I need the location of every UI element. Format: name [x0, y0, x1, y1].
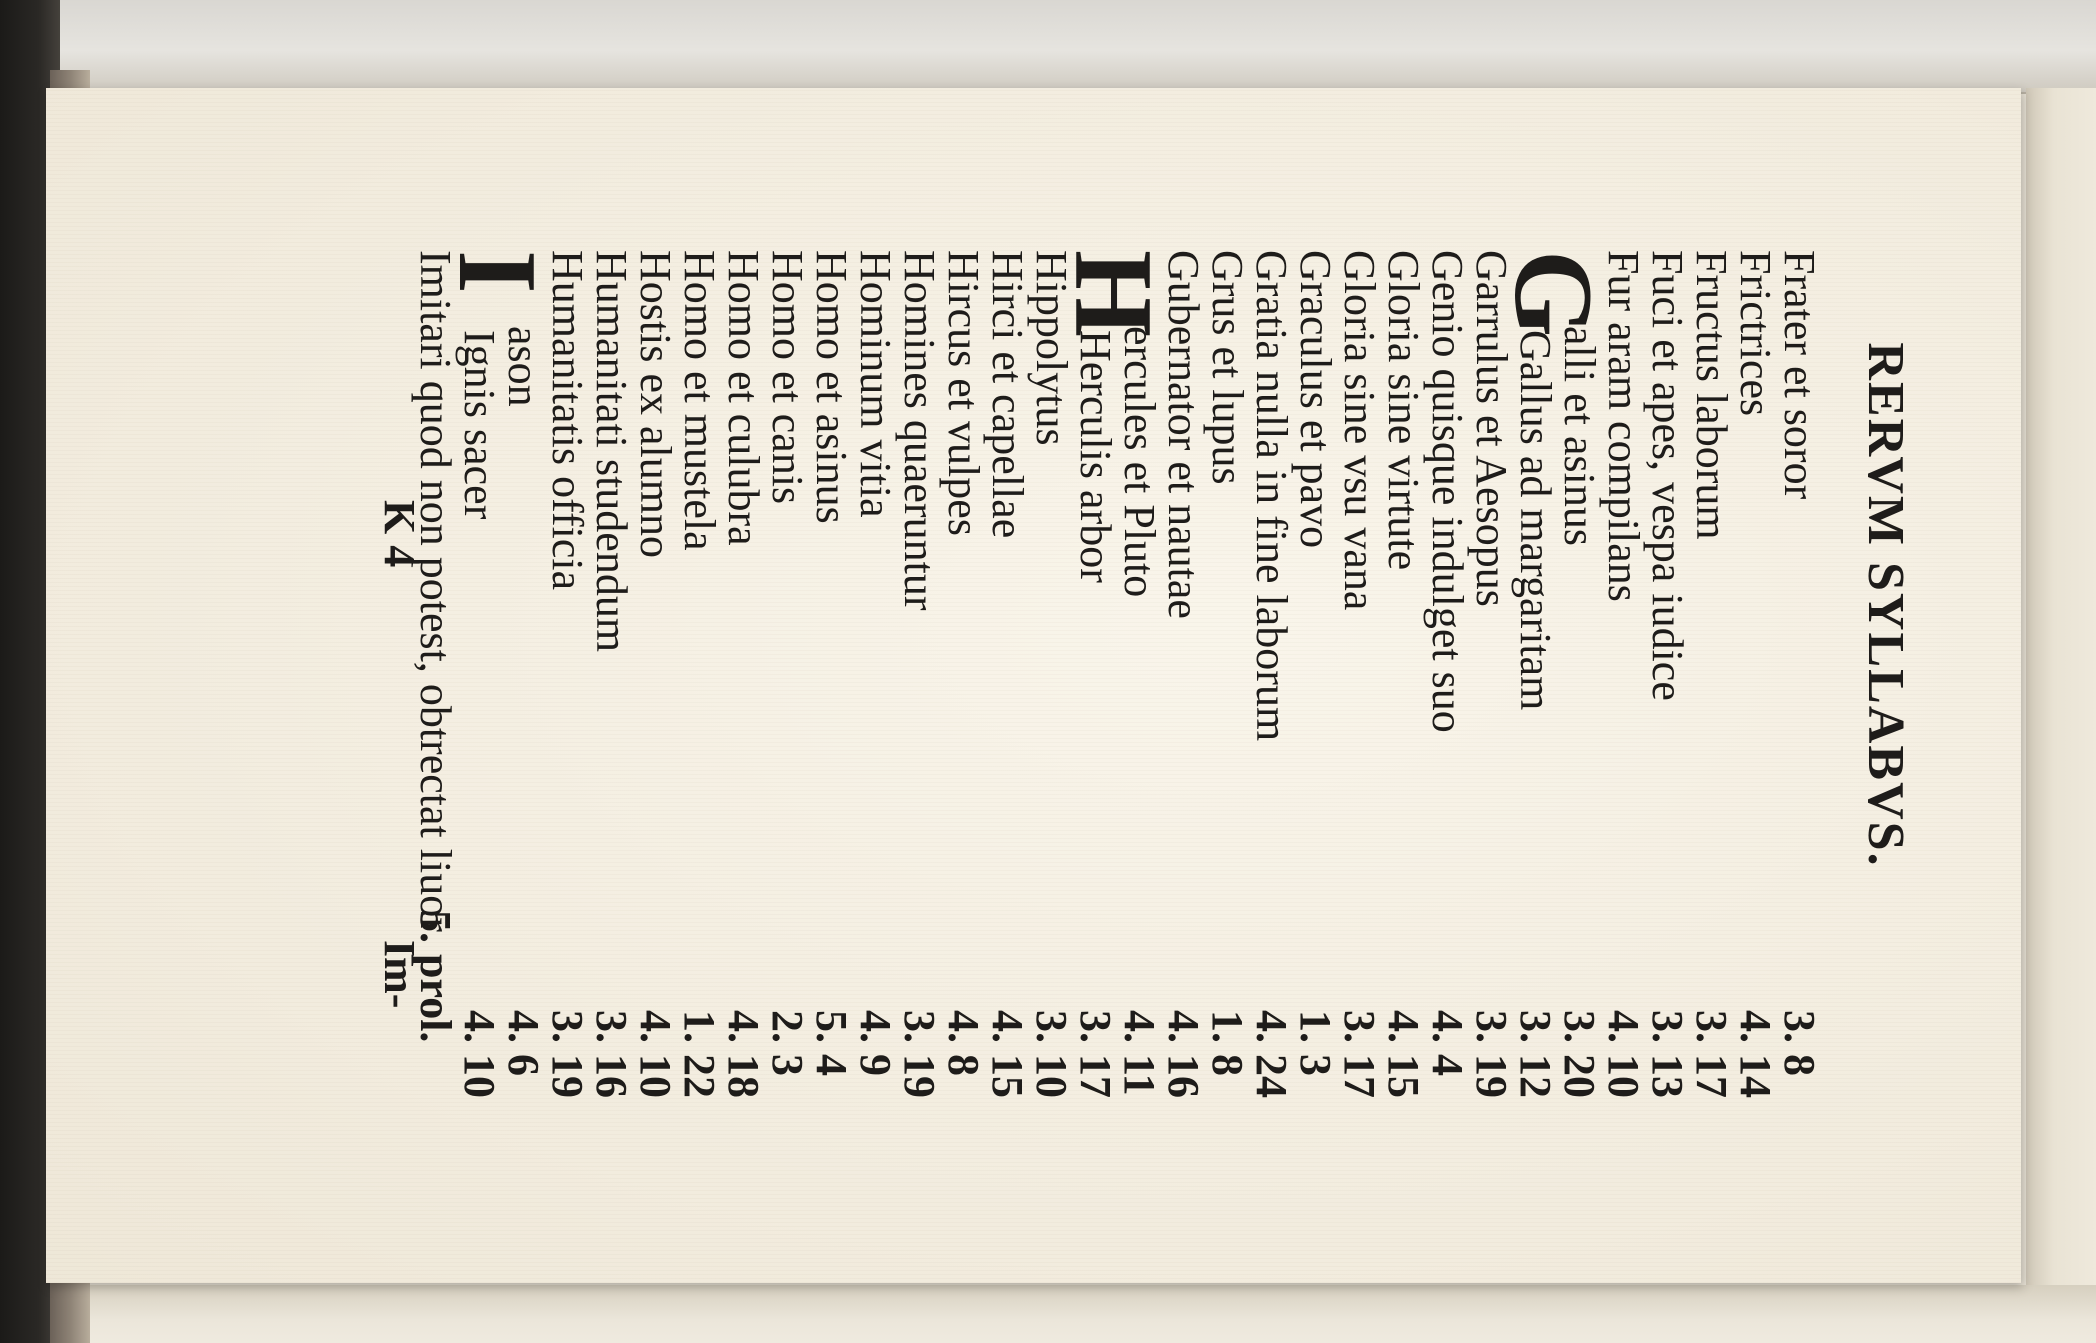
index-entry — [763, 250, 812, 1200]
drop-capital: I — [435, 250, 559, 294]
entry-reference: 4. 15 — [1379, 1010, 1428, 1098]
drop-capital: G — [1491, 250, 1615, 338]
entry-title: alli et asinus — [1555, 326, 1604, 546]
entry-reference: 4. 4 — [1423, 1010, 1472, 1076]
entry-title: Gallus ad margaritam — [1511, 330, 1560, 711]
index-entry — [983, 250, 1032, 1200]
index-entry — [675, 250, 724, 1200]
entry-reference: 4. 16 — [1159, 1010, 1208, 1098]
entry-reference: 4. 10 — [631, 1010, 680, 1098]
entry-title: Gratia nulla in fine laborum — [1247, 250, 1296, 742]
entry-title: Gubernator et nautae — [1159, 250, 1208, 619]
entry-reference: 3. 8 — [1775, 1010, 1824, 1076]
entry-title: ason — [499, 326, 548, 407]
index-entry — [807, 250, 856, 1200]
index-entry — [939, 250, 988, 1200]
entry-title: Humanitatis officia — [543, 250, 592, 591]
index-entry — [543, 250, 592, 1200]
index-entry — [851, 250, 900, 1200]
index-entry — [719, 250, 768, 1200]
entry-reference: 4. 18 — [719, 1010, 768, 1098]
index-entry — [1511, 250, 1560, 1200]
entry-reference: 4. 24 — [1247, 1010, 1296, 1098]
entry-title: Gloria sine vsu vana — [1335, 250, 1384, 611]
entry-reference: 3. 17 — [1335, 1010, 1384, 1098]
entry-reference: 5. 4 — [807, 1010, 856, 1076]
facing-page-edge — [60, 0, 2096, 94]
entry-reference: 3. 19 — [1467, 1010, 1516, 1098]
signature-mark: K 4 — [375, 500, 424, 568]
page-gutter — [2026, 88, 2096, 1343]
entry-title: Homo et asinus — [807, 250, 856, 524]
index-entry — [895, 250, 944, 1200]
index-entry — [631, 250, 680, 1200]
entry-reference: 3. 20 — [1555, 1010, 1604, 1098]
entry-title: Fur aram compilans — [1599, 250, 1648, 602]
entry-reference: 4. 8 — [939, 1010, 988, 1076]
index-entry — [1687, 250, 1736, 1200]
entry-title: Genio quisque indulget suo — [1423, 250, 1472, 733]
entry-reference: 4. 10 — [455, 1010, 504, 1098]
index-entries — [411, 250, 1824, 1200]
entry-reference: 3. 12 — [1511, 1010, 1560, 1098]
entry-title: Homo et canis — [763, 250, 812, 505]
entry-reference: 4. 10 — [1599, 1010, 1648, 1098]
page-heading: RERVM SYLLABVS. — [1857, 342, 1914, 868]
entry-title: Garrulus et Aesopus — [1467, 250, 1516, 607]
entry-title: Humanitati studendum — [587, 250, 636, 653]
entry-title: Hippolytus — [1027, 250, 1076, 446]
entry-title: Gloria sine virtute — [1379, 250, 1428, 571]
entry-title: Homo et culubra — [719, 250, 768, 546]
index-entry — [1379, 250, 1428, 1200]
entry-title: Graculus et pavo — [1291, 250, 1340, 549]
entry-title: Imitari quod non potest, obtrectat liuor — [411, 250, 460, 932]
entry-title: Frictrices — [1731, 250, 1780, 417]
entry-reference: 3. 13 — [1643, 1010, 1692, 1098]
index-entry — [1599, 250, 1648, 1200]
index-entry — [1643, 250, 1692, 1200]
entry-title: Hircus et vulpes — [939, 250, 988, 536]
entry-title: Hirci et capellae — [983, 250, 1032, 539]
index-entry — [1247, 250, 1296, 1200]
drop-capital: H — [1051, 250, 1175, 338]
catchword: Im- — [375, 940, 424, 1009]
entry-reference: 4. 6 — [499, 1010, 548, 1076]
entry-reference: 3. 17 — [1687, 1010, 1736, 1098]
entry-reference: 3. 19 — [543, 1010, 592, 1098]
entry-reference: 4. 14 — [1731, 1010, 1780, 1098]
entry-reference: 4. 11 — [1115, 1010, 1164, 1096]
entry-reference: 1. 3 — [1291, 1010, 1340, 1076]
entry-title: Ignis sacer — [455, 330, 504, 520]
entry-title: Grus et lupus — [1203, 250, 1252, 485]
entry-reference: 3. 17 — [1071, 1010, 1120, 1098]
index-entry — [587, 250, 636, 1200]
index-entry — [1203, 250, 1252, 1200]
index-entry — [1027, 250, 1076, 1200]
entry-title: Homo et mustela — [675, 250, 724, 551]
index-entry — [1335, 250, 1384, 1200]
index-entry — [1467, 250, 1516, 1200]
index-entry — [1423, 250, 1472, 1200]
index-entry — [1291, 250, 1340, 1200]
page-footer — [375, 140, 425, 1200]
entry-reference: 3. 10 — [1027, 1010, 1076, 1098]
entry-reference: 4. 9 — [851, 1010, 900, 1076]
entry-title: Fructus laborum — [1687, 250, 1736, 540]
index-entry — [1071, 250, 1120, 1200]
entry-reference: 5. prol. — [411, 910, 460, 1043]
page-edge-bottom — [60, 1285, 2096, 1343]
entry-reference: 4. 15 — [983, 1010, 1032, 1098]
entry-title: ercules et Pluto — [1115, 326, 1164, 598]
entry-title: Homines quaeruntur — [895, 250, 944, 611]
entry-title: Hostis ex alumno — [631, 250, 680, 558]
entry-title: Frater et soror — [1775, 250, 1824, 500]
entry-title: Hominum vitia — [851, 250, 900, 518]
index-entry — [455, 250, 504, 1200]
entry-title: Fuci et apes, vespa iudice — [1643, 250, 1692, 701]
index-entry — [1159, 250, 1208, 1200]
index-entry — [1775, 250, 1824, 1200]
entry-reference: 1. 8 — [1203, 1010, 1252, 1076]
entry-reference: 2. 3 — [763, 1010, 812, 1076]
index-text-block — [155, 140, 1915, 1260]
index-entry — [1731, 250, 1780, 1200]
entry-title: Herculis arbor — [1071, 330, 1120, 583]
entry-reference: 3. 16 — [587, 1010, 636, 1098]
entry-reference: 3. 19 — [895, 1010, 944, 1098]
entry-reference: 1. 22 — [675, 1010, 724, 1098]
